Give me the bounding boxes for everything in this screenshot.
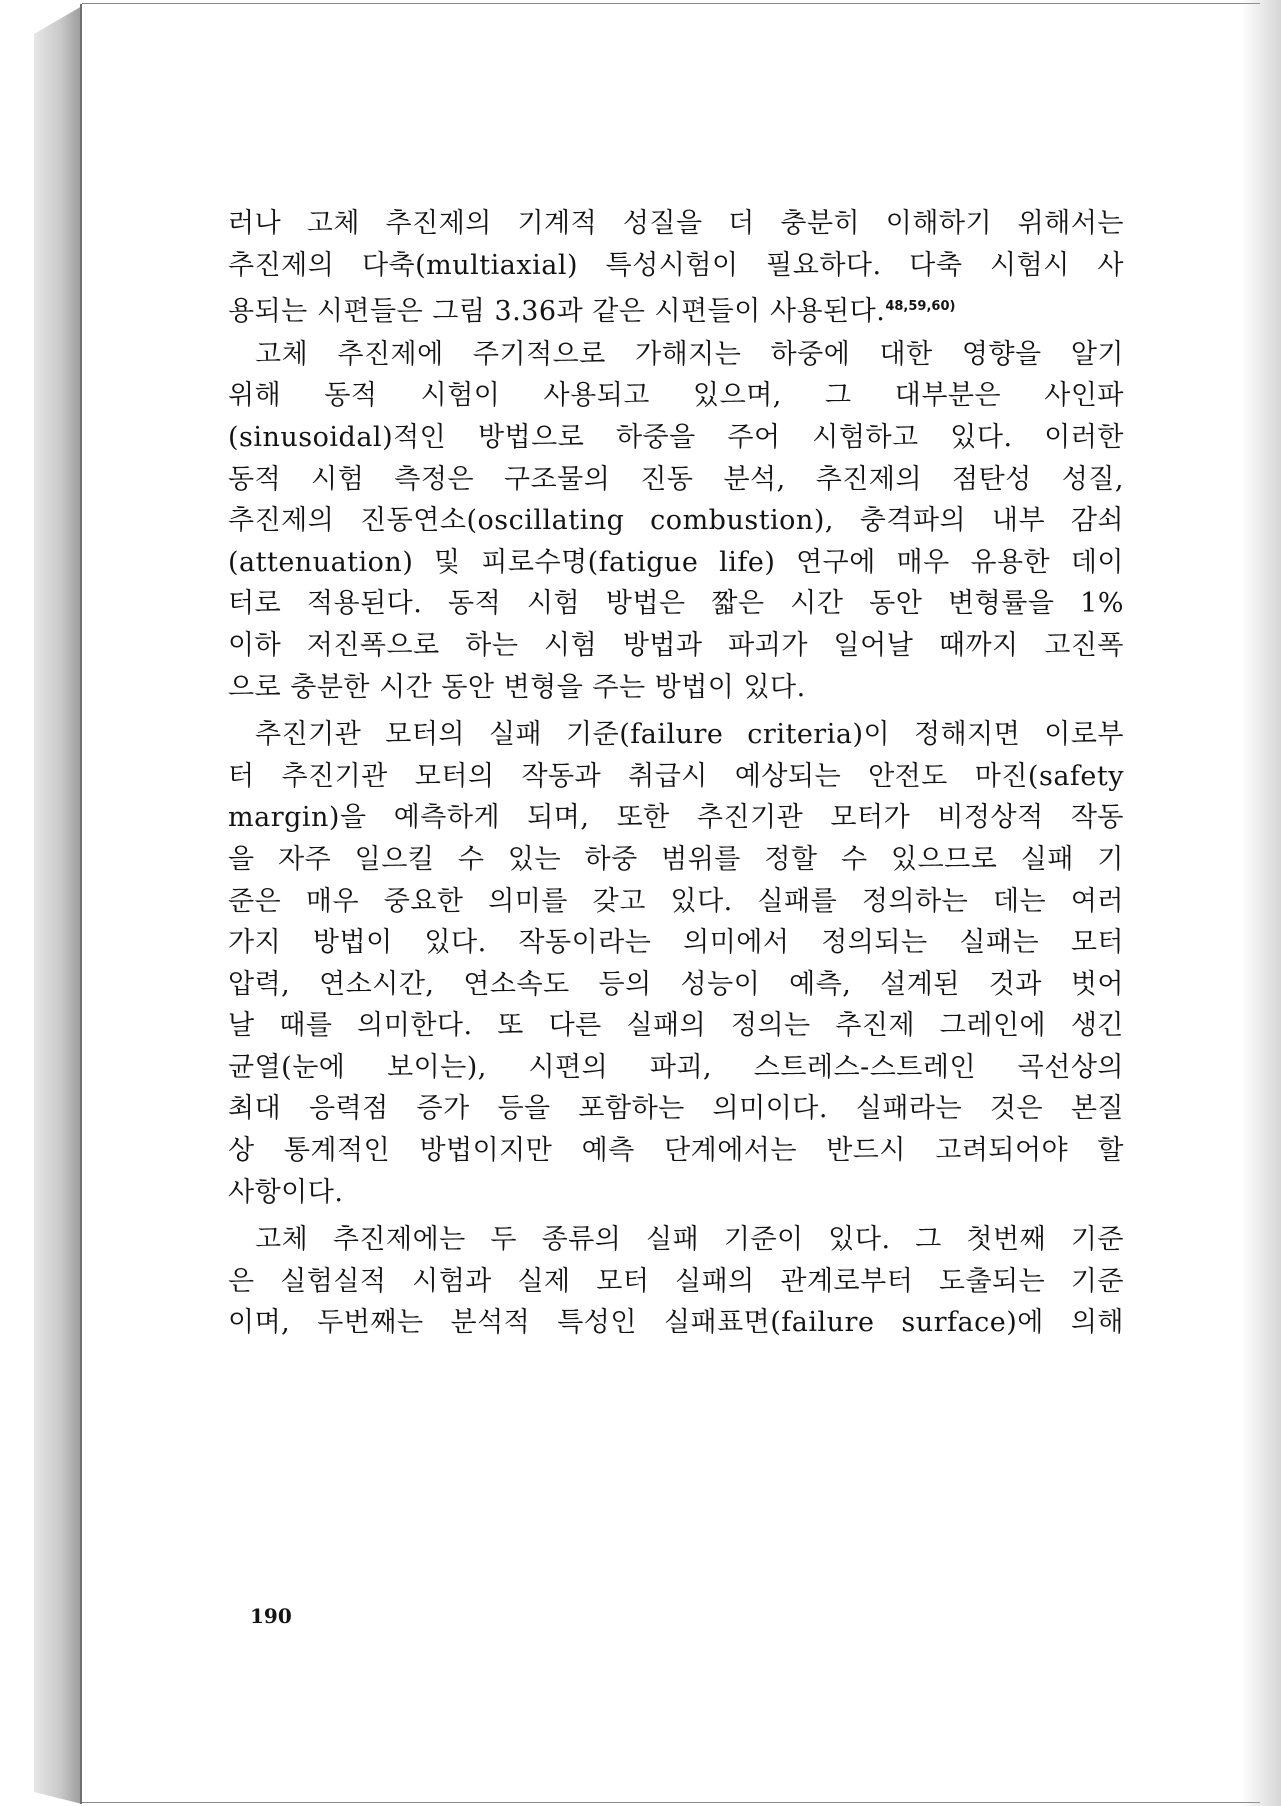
text-line: 준은 매우 중요한 의미를 갖고 있다. 실패를 정의하는 데는 여러 [228, 885, 1124, 917]
citation-superscript: 48,59,60) [885, 299, 956, 315]
body-text [228, 203, 1124, 1344]
text-line: 추진기관 모터의 실패 기준(failure criteria)이 정해지면 이로부 [255, 719, 1124, 751]
text-line-content: 용되는 시편들은 그림 3.36과 같은 시편들이 사용된다. [228, 296, 886, 328]
text-line [228, 286, 1124, 328]
text-line: 추진제의 진동연소(oscillating combustion), 충격파의 내부 감쇠 [228, 505, 1124, 537]
text-line: 추진제의 다축(multiaxial) 특성시험이 필요하다. 다축 시험시 사 [228, 249, 1124, 281]
text-line: 날 때를 의미한다. 또 다른 실패의 정의는 추진제 그레인에 생긴 [228, 1010, 1124, 1042]
text-line: 터로 적용된다. 동적 시험 방법은 짧은 시간 동안 변형률을 1% [228, 588, 1124, 620]
text-line: 으로 충분한 시간 동안 변형을 주는 방법이 있다. [228, 671, 806, 703]
text-line: (attenuation) 및 피로수명(fatigue life) 연구에 매우 유용한 데이 [228, 546, 1124, 578]
text-line: 가지 방법이 있다. 작동이라는 의미에서 정의되는 실패는 모터 [228, 927, 1124, 959]
text-line: 상 통계적인 방법이지만 예측 단계에서는 반드시 고려되어야 할 [228, 1135, 1124, 1167]
text-line: 고체 추진제에는 두 종류의 실패 기준이 있다. 그 첫번째 기준 [255, 1224, 1124, 1256]
text-line: 동적 시험 측정은 구조물의 진동 분석, 추진제의 점탄성 성질, [228, 463, 1124, 495]
text-line: 을 자주 일으킬 수 있는 하중 범위를 정할 수 있으므로 실패 기 [228, 843, 1124, 875]
book-spine [34, 6, 82, 1804]
text-line: 사항이다. [228, 1176, 344, 1208]
text-line: 압력, 연소시간, 연소속도 등의 성능이 예측, 설계된 것과 벗어 [228, 968, 1124, 1000]
page-right-shadow [1241, 0, 1281, 1806]
text-line: 이며, 두번째는 분석적 특성인 실패표면(failure surface)에 의해 [228, 1307, 1124, 1339]
text-line: 러나 고체 추진제의 기계적 성질을 더 충분히 이해하기 위해서는 [228, 208, 1124, 239]
text-line: (sinusoidal)적인 방법으로 하중을 주어 시험하고 있다. 이러한 [228, 421, 1124, 453]
page-number: 190 [250, 1604, 292, 1628]
text-line: 이하 저진폭으로 하는 시험 방법과 파괴가 일어날 때까지 고진폭 [228, 629, 1124, 661]
text-line: 최대 응력점 증가 등을 포함하는 의미이다. 실패라는 것은 본질 [228, 1093, 1124, 1125]
page-edge-line [80, 4, 82, 1804]
text-line: 위해 동적 시험이 사용되고 있으며, 그 대부분은 사인파 [228, 380, 1124, 412]
text-line: 터 추진기관 모터의 작동과 취급시 예상되는 안전도 마진(safety [228, 760, 1124, 792]
text-line: 균열(눈에 보이는), 시편의 파괴, 스트레스-스트레인 곡선상의 [228, 1051, 1124, 1083]
text-line: 고체 추진제에 주기적으로 가해지는 하중에 대한 영향을 알기 [255, 338, 1124, 370]
text-line: 은 실험실적 시험과 실제 모터 실패의 관계로부터 도출되는 기준 [228, 1265, 1124, 1297]
text-line: margin)을 예측하게 되며, 또한 추진기관 모터가 비정상적 작동 [228, 802, 1124, 834]
